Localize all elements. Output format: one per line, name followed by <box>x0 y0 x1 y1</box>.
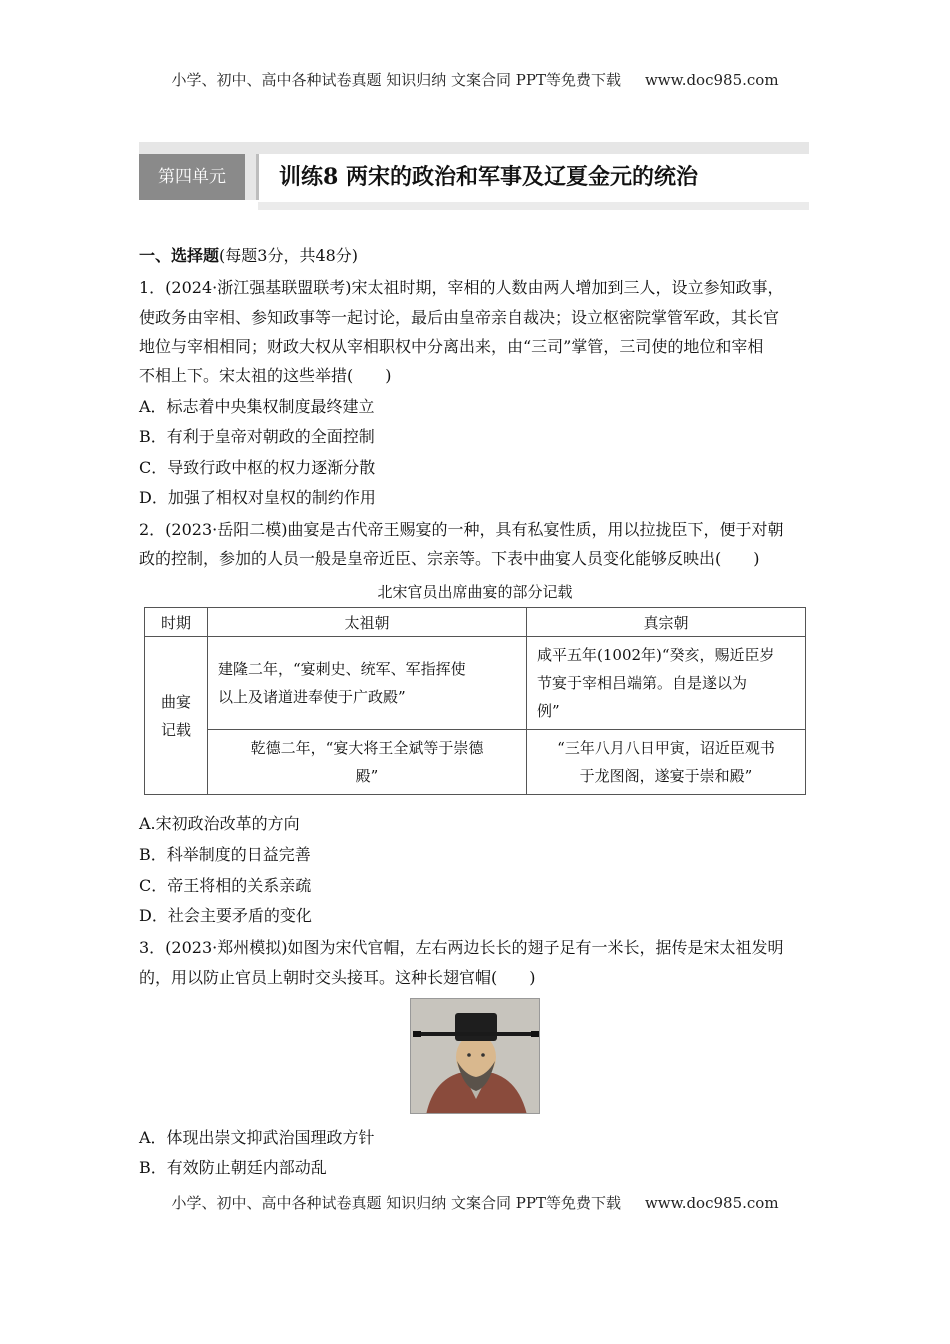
cell-zhenzong: 咸平五年(1002年)“癸亥，赐近臣岁 节宴于宰相吕端第。自是遂以为 例” <box>527 637 806 730</box>
page-header <box>0 69 950 90</box>
q1-line: 1．(2024·浙江强基联盟联考)宋太祖时期，宰相的人数由两人增加到三人，设立参知政事， <box>139 278 784 297</box>
exercise-title: 训练8 两宋的政治和军事及辽夏金元的统治 <box>279 164 698 190</box>
footer-site[interactable]: www.doc985.com <box>644 1194 779 1212</box>
header-taizu: 太祖朝 <box>208 608 527 637</box>
page-footer <box>0 1192 950 1213</box>
q3-line: 3．(2023·郑州模拟)如图为宋代官帽，左右两边长长的翅子足有一米长，据传是宋太祖发明 <box>139 938 784 957</box>
section-heading <box>139 246 358 266</box>
table-row <box>145 637 806 730</box>
q1-option-a[interactable]: A．标志着中央集权制度最终建立 <box>139 397 375 416</box>
cell-zhenzong: “三年八月八日甲寅，诏近臣观书 于龙图阁，遂宴于崇和殿” <box>527 730 806 795</box>
unit-banner <box>139 142 809 212</box>
section-note: (每题3分，共48分) <box>219 246 359 265</box>
q1-line: 使政务由宰相、参知政事等一起讨论，最后由皇帝亲自裁决；设立枢密院掌管军政，其长官 <box>139 308 780 327</box>
q2-option-d[interactable]: D．社会主要矛盾的变化 <box>139 906 312 925</box>
header-zhenzong: 真宗朝 <box>527 608 806 637</box>
section-title: 一、选择题 <box>139 246 220 265</box>
q3-option-b[interactable]: B．有效防止朝廷内部动乱 <box>139 1158 327 1177</box>
unit-label: 第四单元 <box>139 154 245 200</box>
table-caption: 北宋官员出席曲宴的部分记载 <box>377 583 573 601</box>
banquet-table <box>144 607 806 795</box>
q2-option-b[interactable]: B．科举制度的日益完善 <box>139 845 311 864</box>
portrait-illustration <box>411 999 540 1114</box>
q1-option-b[interactable]: B．有利于皇帝对朝政的全面控制 <box>139 427 375 446</box>
cell-taizu: 建隆二年，“宴刺史、统军、军指挥使 以上及诸道进奉使于广政殿” <box>208 637 527 730</box>
header-text: 小学、初中、高中各种试卷真题 知识归纳 文案合同 PPT等免费下载 <box>171 71 621 89</box>
cell-taizu: 乾德二年，“宴大将王全斌等于崇德 殿” <box>208 730 527 795</box>
q2-option-c[interactable]: C．帝王将相的关系亲疏 <box>139 876 312 895</box>
q1-line: 不相上下。宋太祖的这些举措( ) <box>139 366 392 385</box>
q2-option-a[interactable]: A.宋初政治改革的方向 <box>139 814 300 833</box>
table-row <box>145 730 806 795</box>
table-header-row <box>145 608 806 637</box>
q1-option-c[interactable]: C．导致行政中枢的权力逐渐分散 <box>139 458 376 477</box>
q2-line: 2．(2023·岳阳二模)曲宴是古代帝王赐宴的一种，具有私宴性质，用以拉拢臣下，便于对朝 <box>139 520 784 539</box>
q3-line: 的，用以防止官员上朝时交头接耳。这种长翅官帽( ) <box>139 968 536 987</box>
q3-option-a[interactable]: A．体现出崇文抑武治国理政方针 <box>139 1128 375 1147</box>
q2-line: 政的控制，参加的人员一般是皇帝近臣、宗亲等。下表中曲宴人员变化能够反映出( ) <box>139 549 760 568</box>
song-official-hat-portrait <box>410 998 540 1114</box>
row-label: 曲宴 记载 <box>145 637 208 795</box>
q1-line: 地位与宰相相同；财政大权从宰相职权中分离出来，由“三司”掌管，三司使的地位和宰相 <box>139 337 764 356</box>
header-period: 时期 <box>145 608 208 637</box>
q1-option-d[interactable]: D．加强了相权对皇权的制约作用 <box>139 488 376 507</box>
header-site[interactable]: www.doc985.com <box>644 71 779 89</box>
footer-text: 小学、初中、高中各种试卷真题 知识归纳 文案合同 PPT等免费下载 <box>171 1194 621 1212</box>
